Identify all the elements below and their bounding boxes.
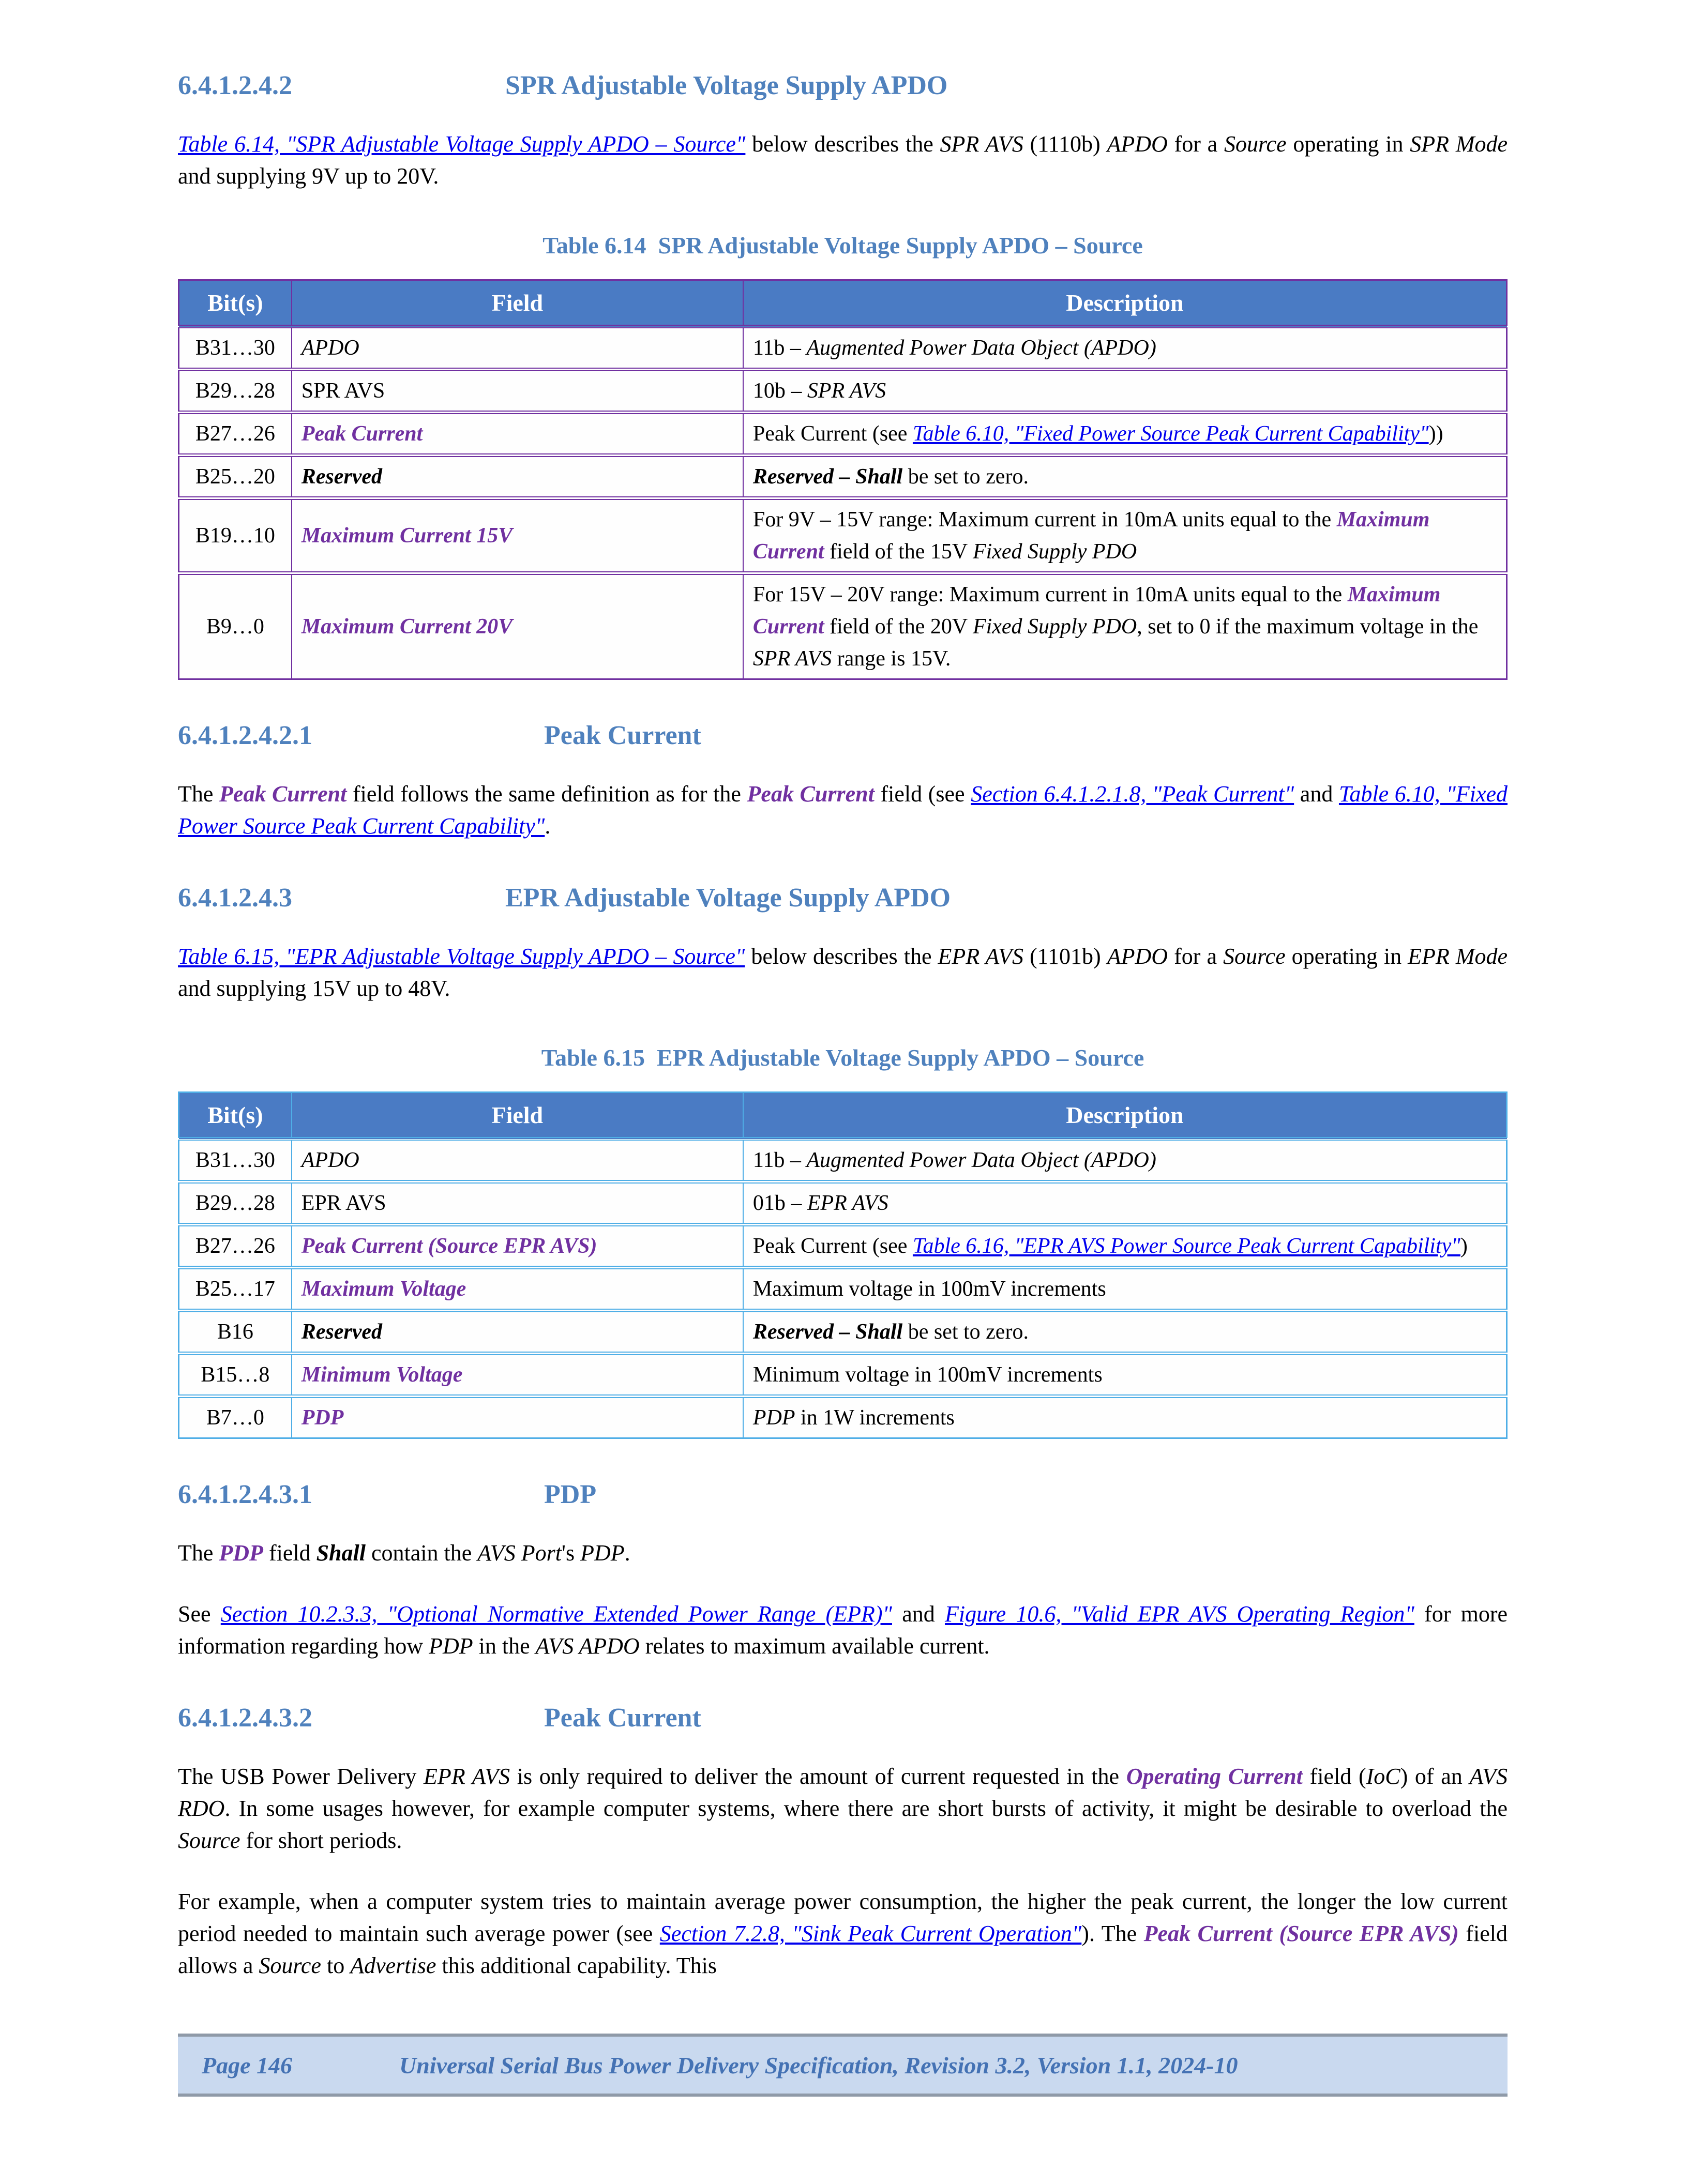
text-run: and <box>1294 781 1339 807</box>
text-run: 01b – <box>752 1191 807 1215</box>
paragraph-peak-current-ref <box>178 778 1508 842</box>
text-run: Maximum Current <box>752 508 1430 564</box>
cell-bits: B7…0 <box>179 1397 292 1438</box>
heading-title: SPR Adjustable Voltage Supply APDO <box>505 71 948 100</box>
text-run: in 1W increments <box>795 1406 955 1430</box>
table-6-14 <box>178 279 1508 680</box>
cross-reference-link[interactable]: Table 6.15, "EPR Adjustable Voltage Supply APDO – Source" <box>178 944 745 969</box>
text-run: Source <box>178 1828 240 1853</box>
paragraph-intro-614 <box>178 128 1508 192</box>
text-run: . <box>624 1540 630 1566</box>
cell-description <box>743 573 1507 679</box>
cross-reference-link[interactable]: Table 6.10, "Fixed Power Source Peak Current Capability" <box>912 422 1429 446</box>
table-row <box>179 1182 1507 1225</box>
text-run: The <box>178 1540 219 1566</box>
column-header: Description <box>743 1093 1507 1139</box>
text-run: EPR AVS <box>938 944 1023 969</box>
heading-number: 6.4.1.2.4.2.1 <box>178 721 312 750</box>
paragraph-epr-avs-current <box>178 1761 1508 1857</box>
text-run: and supplying 15V up to 48V. <box>178 976 450 1001</box>
column-header: Field <box>292 280 743 327</box>
text-run: , set to 0 if the maximum voltage in the <box>1137 615 1479 639</box>
cell-bits: B9…0 <box>179 573 292 679</box>
text-run: is only required to deliver the amount of current requested in the <box>510 1764 1126 1789</box>
section-heading-642421 <box>178 719 1508 752</box>
text-run: relates to maximum available current. <box>639 1633 990 1659</box>
cross-reference-link[interactable]: Table 6.10, "Fixed Power Source Peak Current Capability" <box>178 781 1508 839</box>
text-run: operating in <box>1285 944 1408 969</box>
cell-description <box>743 1182 1507 1225</box>
table-row <box>179 1397 1507 1438</box>
text-run: Augmented Power Data Object (APDO) <box>806 336 1156 360</box>
text-run: below describes the <box>745 944 938 969</box>
text-run: field <box>263 1540 317 1566</box>
heading-number: 6.4.1.2.4.2 <box>178 71 292 100</box>
text-run: Advertise <box>350 1953 436 1978</box>
cell-description <box>743 413 1507 456</box>
text-run: EPR AVS <box>301 1191 386 1215</box>
text-run: AVS RDO <box>178 1764 1508 1821</box>
cell-field <box>292 370 743 413</box>
table-row <box>179 1354 1507 1397</box>
text-run: (1101b) <box>1023 944 1107 969</box>
cell-bits: B31…30 <box>179 1139 292 1182</box>
text-run: SPR AVS <box>940 131 1023 157</box>
cell-field <box>292 1354 743 1397</box>
text-run: field (see <box>874 781 971 807</box>
text-run: EPR AVS <box>807 1191 888 1215</box>
text-run: for a <box>1167 131 1224 157</box>
heading-title: PDP <box>544 1480 597 1509</box>
text-run: APDO <box>1107 944 1168 969</box>
heading-title: EPR Adjustable Voltage Supply APDO <box>505 883 951 913</box>
text-run: field follows the same definition as for the <box>346 781 747 807</box>
cell-description <box>743 370 1507 413</box>
cell-bits: B29…28 <box>179 1182 292 1225</box>
text-run: 's <box>562 1540 581 1566</box>
column-header: Bit(s) <box>179 280 292 327</box>
text-run: The USB Power Delivery <box>178 1764 424 1789</box>
text-run: Peak Current (Source EPR AVS) <box>301 1234 597 1258</box>
cell-description <box>743 1225 1507 1268</box>
text-run: Maximum Voltage <box>301 1277 466 1301</box>
cell-description <box>743 456 1507 498</box>
cell-bits: B25…17 <box>179 1268 292 1311</box>
table-row <box>179 1139 1507 1182</box>
cell-field <box>292 1397 743 1438</box>
column-header: Description <box>743 280 1507 327</box>
text-run: ). The <box>1081 1921 1144 1946</box>
cell-description <box>743 1268 1507 1311</box>
cross-reference-link[interactable]: Section 7.2.8, "Sink Peak Current Operation" <box>659 1921 1082 1946</box>
table-row <box>179 413 1507 456</box>
text-run: AVS Port <box>477 1540 562 1566</box>
text-run: Peak Current (see <box>752 1234 913 1258</box>
table-row <box>179 1311 1507 1354</box>
cross-reference-link[interactable]: Figure 10.6, "Valid EPR AVS Operating Region" <box>944 1601 1414 1627</box>
cell-bits: B31…30 <box>179 327 292 370</box>
table-row <box>179 370 1507 413</box>
text-run: Augmented Power Data Object (APDO) <box>806 1148 1156 1172</box>
table-row <box>179 1268 1507 1311</box>
cell-field <box>292 327 743 370</box>
table-6-15 <box>178 1091 1508 1439</box>
text-run: 10b – <box>752 379 807 403</box>
text-run: ) of an <box>1400 1764 1470 1789</box>
text-run: SPR Mode <box>1410 131 1508 157</box>
text-run: contain the <box>365 1540 478 1566</box>
table-row <box>179 1225 1507 1268</box>
table-header-row <box>179 280 1507 327</box>
text-run: Reserved – Shall <box>752 465 903 489</box>
cell-description <box>743 1139 1507 1182</box>
text-run: Maximum voltage in 100mV increments <box>752 1277 1106 1301</box>
text-run: Reserved <box>301 1320 383 1344</box>
text-run: SPR AVS <box>807 379 886 403</box>
text-run: For example, when a computer system tries to maintain average power consumption, the higher the peak current, the longer the low current period needed to maintain such average power (see <box>178 1889 1508 1946</box>
text-run: operating in <box>1286 131 1410 157</box>
table-row <box>179 456 1507 498</box>
page-number: Page 146 <box>202 2052 293 2079</box>
heading-number: 6.4.1.2.4.3.2 <box>178 1703 312 1733</box>
text-run: )) <box>1428 422 1443 446</box>
table-header-row <box>179 1093 1507 1139</box>
text-run: SPR AVS <box>752 647 832 671</box>
text-run: Maximum Current 15V <box>301 524 513 548</box>
text-run: in the <box>473 1633 536 1659</box>
text-run: PDP <box>580 1540 625 1566</box>
text-run: field allows a <box>178 1921 1508 1978</box>
text-run: Reserved – Shall <box>752 1320 903 1344</box>
cell-bits: B27…26 <box>179 1225 292 1268</box>
text-run: APDO <box>301 1148 359 1172</box>
text-run: Maximum Current 20V <box>301 615 513 639</box>
cell-description <box>743 1311 1507 1354</box>
text-run: EPR AVS <box>424 1764 510 1789</box>
page-footer <box>178 2034 1508 2097</box>
cell-description <box>743 1397 1507 1438</box>
text-run: below describes the <box>745 131 940 157</box>
text-run: PDP <box>752 1406 795 1430</box>
text-run: For 15V – 20V range: Maximum current in 10mA units equal to the <box>752 583 1348 606</box>
text-run: for a <box>1168 944 1224 969</box>
text-run: field of the 15V <box>824 540 973 564</box>
text-run: Reserved <box>301 465 383 489</box>
paragraph-intro-615 <box>178 941 1508 1005</box>
cell-description <box>743 498 1507 573</box>
text-run: SPR AVS <box>301 379 385 403</box>
text-run: field of the 20V <box>824 615 973 639</box>
section-heading-6412431 <box>178 1478 1508 1511</box>
table-row <box>179 573 1507 679</box>
text-run: PDP <box>219 1540 263 1566</box>
cell-field <box>292 1182 743 1225</box>
text-run: ) <box>1460 1234 1468 1258</box>
heading-number: 6.4.1.2.4.3 <box>178 883 292 913</box>
cross-reference-link[interactable]: Section 10.2.3.3, "Optional Normative Extended Power Range (EPR)" <box>220 1601 892 1627</box>
cell-field <box>292 1311 743 1354</box>
text-run: 11b – <box>752 1148 807 1172</box>
text-run: . In some usages however, for example computer systems, where there are short bursts of activity, it might be desirable to overload the <box>224 1796 1508 1821</box>
text-run: Peak Current (Source EPR AVS) <box>1143 1921 1459 1946</box>
cross-reference-link[interactable]: Table 6.16, "EPR AVS Power Source Peak Current Capability" <box>912 1234 1460 1258</box>
paragraph-pdp-see <box>178 1598 1508 1662</box>
text-run: and <box>892 1601 945 1627</box>
section-heading-6412432 <box>178 1702 1508 1735</box>
text-run: Peak Current <box>747 781 875 807</box>
text-run: Fixed Supply PDO <box>972 615 1137 639</box>
cell-field <box>292 573 743 679</box>
cell-field <box>292 413 743 456</box>
text-run: APDO <box>301 336 359 360</box>
section-heading-6412 42 <box>178 69 1508 102</box>
cell-bits: B27…26 <box>179 413 292 456</box>
table-row <box>179 327 1507 370</box>
text-run: PDP <box>301 1406 344 1430</box>
page-content <box>178 0 1508 1982</box>
text-run: IoC <box>1366 1764 1400 1789</box>
paragraph-peak-current-example <box>178 1886 1508 1982</box>
text-run: Peak Current <box>219 781 347 807</box>
cell-bits: B19…10 <box>179 498 292 573</box>
heading-title: Peak Current <box>544 721 701 750</box>
text-run: The <box>178 781 220 807</box>
text-run: field ( <box>1303 1764 1366 1789</box>
cell-field <box>292 1268 743 1311</box>
text-run: for more information regarding how <box>178 1601 1508 1659</box>
cross-reference-link[interactable]: Table 6.14, "SPR Adjustable Voltage Supply APDO – Source" <box>178 131 746 157</box>
text-run: and supplying 9V up to 20V. <box>178 163 439 189</box>
text-run: to <box>321 1953 351 1978</box>
text-run: range is 15V. <box>832 647 951 671</box>
text-run: PDP <box>429 1633 473 1659</box>
text-run: Minimum voltage in 100mV increments <box>752 1363 1103 1387</box>
text-run: be set to zero. <box>902 1320 1029 1344</box>
text-run: Minimum Voltage <box>301 1363 463 1387</box>
cell-bits: B25…20 <box>179 456 292 498</box>
heading-title: Peak Current <box>544 1703 701 1733</box>
cell-bits: B15…8 <box>179 1354 292 1397</box>
text-run: See <box>178 1601 221 1627</box>
text-run: be set to zero. <box>902 465 1029 489</box>
cell-description <box>743 1354 1507 1397</box>
table-row <box>179 498 1507 573</box>
text-run: 11b – <box>752 336 807 360</box>
text-run: for short periods. <box>240 1828 402 1853</box>
heading-number: 6.4.1.2.4.3.1 <box>178 1480 312 1509</box>
text-run: Peak Current <box>301 422 423 446</box>
text-run: EPR Mode <box>1408 944 1508 969</box>
text-run: Fixed Supply PDO <box>972 540 1137 564</box>
footer-title: Universal Serial Bus Power Delivery Specification, Revision 3.2, Version 1.1, 2024-10 <box>399 2052 1238 2079</box>
text-run: For 9V – 15V range: Maximum current in 10mA units equal to the <box>752 508 1337 532</box>
cross-reference-link[interactable]: Section 6.4.1.2.1.8, "Peak Current" <box>971 781 1294 807</box>
text-run: AVS APDO <box>535 1633 640 1659</box>
table-615-caption: Table 6.15 EPR Adjustable Voltage Supply APDO – Source <box>541 1044 1144 1071</box>
text-run: Peak Current (see <box>752 422 913 446</box>
text-run: Maximum Current <box>752 583 1441 639</box>
column-header: Field <box>292 1093 743 1139</box>
text-run: APDO <box>1107 131 1168 157</box>
cell-field <box>292 1139 743 1182</box>
table-614-caption: Table 6.14 SPR Adjustable Voltage Supply APDO – Source <box>542 232 1143 259</box>
section-heading-641243 <box>178 882 1508 915</box>
text-run: Source <box>1224 131 1287 157</box>
text-run: Source <box>259 1953 321 1978</box>
cell-field <box>292 498 743 573</box>
cell-bits: B29…28 <box>179 370 292 413</box>
text-run: . <box>545 813 551 839</box>
text-run: (1110b) <box>1023 131 1107 157</box>
paragraph-pdp <box>178 1537 1508 1569</box>
text-run: Source <box>1223 944 1286 969</box>
cell-field <box>292 1225 743 1268</box>
text-run: Operating Current <box>1126 1764 1303 1789</box>
text-run: this additional capability. This <box>436 1953 717 1978</box>
text-run: Shall <box>316 1540 366 1566</box>
cell-bits: B16 <box>179 1311 292 1354</box>
column-header: Bit(s) <box>179 1093 292 1139</box>
cell-field <box>292 456 743 498</box>
cell-description <box>743 327 1507 370</box>
